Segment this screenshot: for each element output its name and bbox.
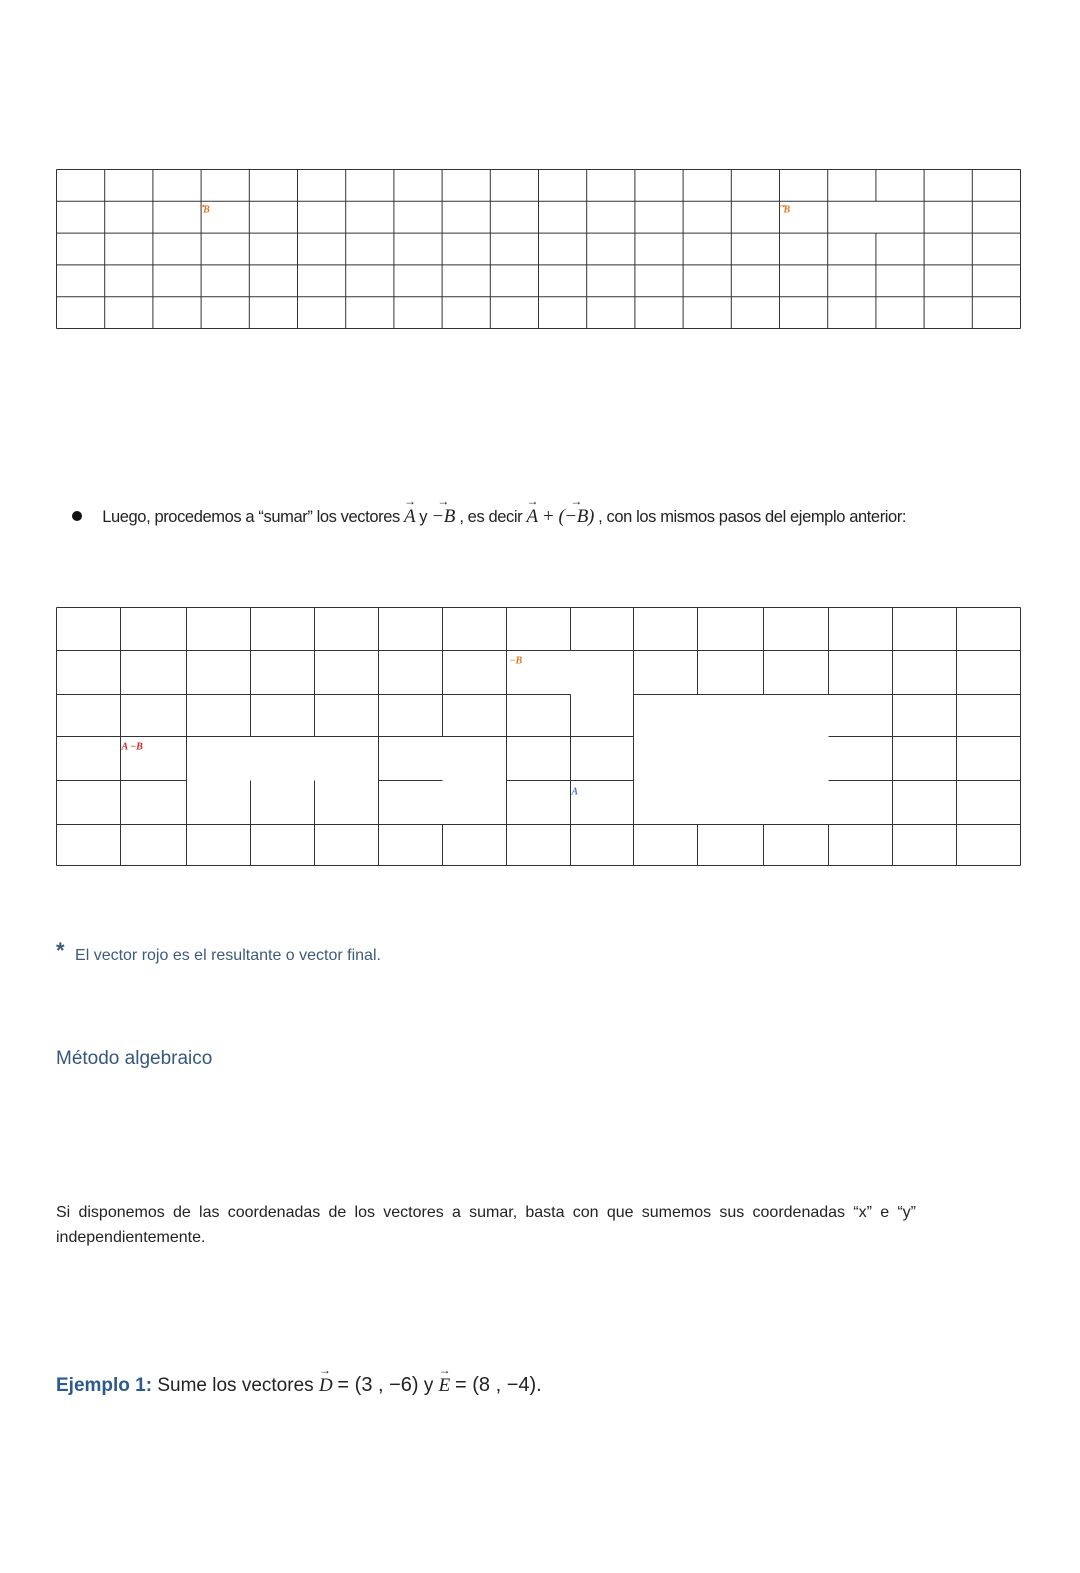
bullet-paragraph [72, 494, 1032, 528]
method-paragraph: Si disponemos de las coordenadas de los vectores a sumar, basta con que sumemos sus coordenadas “x” e “y” independientemente. [56, 1204, 916, 1246]
section-heading: Método algebraico [56, 1048, 213, 1069]
top-grid-svg [56, 169, 1022, 330]
asterisk-icon: * [56, 938, 65, 963]
example-label: Ejemplo 1: [56, 1375, 153, 1396]
example-connector: y [423, 1375, 439, 1396]
bottom-grid-svg [56, 607, 1022, 867]
vector-a-2: → A [526, 494, 539, 527]
vector-neg-b-2: → −B [564, 494, 589, 527]
bottom-grid-label-neg-b: −B [509, 655, 523, 667]
e-coordinates: = (8 , −4). [455, 1374, 542, 1396]
bullet-text-after: , con los mismos pasos del ejemplo anterior: [598, 508, 907, 526]
bullet-icon [72, 511, 82, 521]
example-1 [56, 1363, 542, 1397]
top-vector-grid [56, 169, 1022, 330]
bullet-connector: y [419, 508, 432, 526]
bottom-grid-label-resultant: A −B [121, 741, 143, 753]
bullet-text-mid: , es decir [459, 508, 527, 526]
bottom-vector-grid [56, 607, 1022, 867]
d-coordinates: = (3 , −6) [337, 1374, 419, 1396]
vector-d: → D [318, 1363, 333, 1396]
top-grid-label-b: ⃗B [203, 204, 210, 216]
vector-neg-b: → −B [431, 494, 455, 527]
plus-paren: + ( [541, 506, 565, 527]
vector-a: → A [404, 494, 416, 527]
vector-e: → E [438, 1363, 451, 1396]
close-paren: ) [588, 506, 594, 527]
resultant-note [56, 938, 381, 965]
note-text: El vector rojo es el resultante o vector final. [75, 947, 381, 964]
bottom-grid-label-a: A [571, 786, 579, 798]
example-text: Sume los vectores [157, 1375, 319, 1396]
bullet-text-before: Luego, procedemos a “sumar” los vectores [102, 508, 405, 526]
top-grid-label-b: ⃗B [783, 204, 791, 216]
